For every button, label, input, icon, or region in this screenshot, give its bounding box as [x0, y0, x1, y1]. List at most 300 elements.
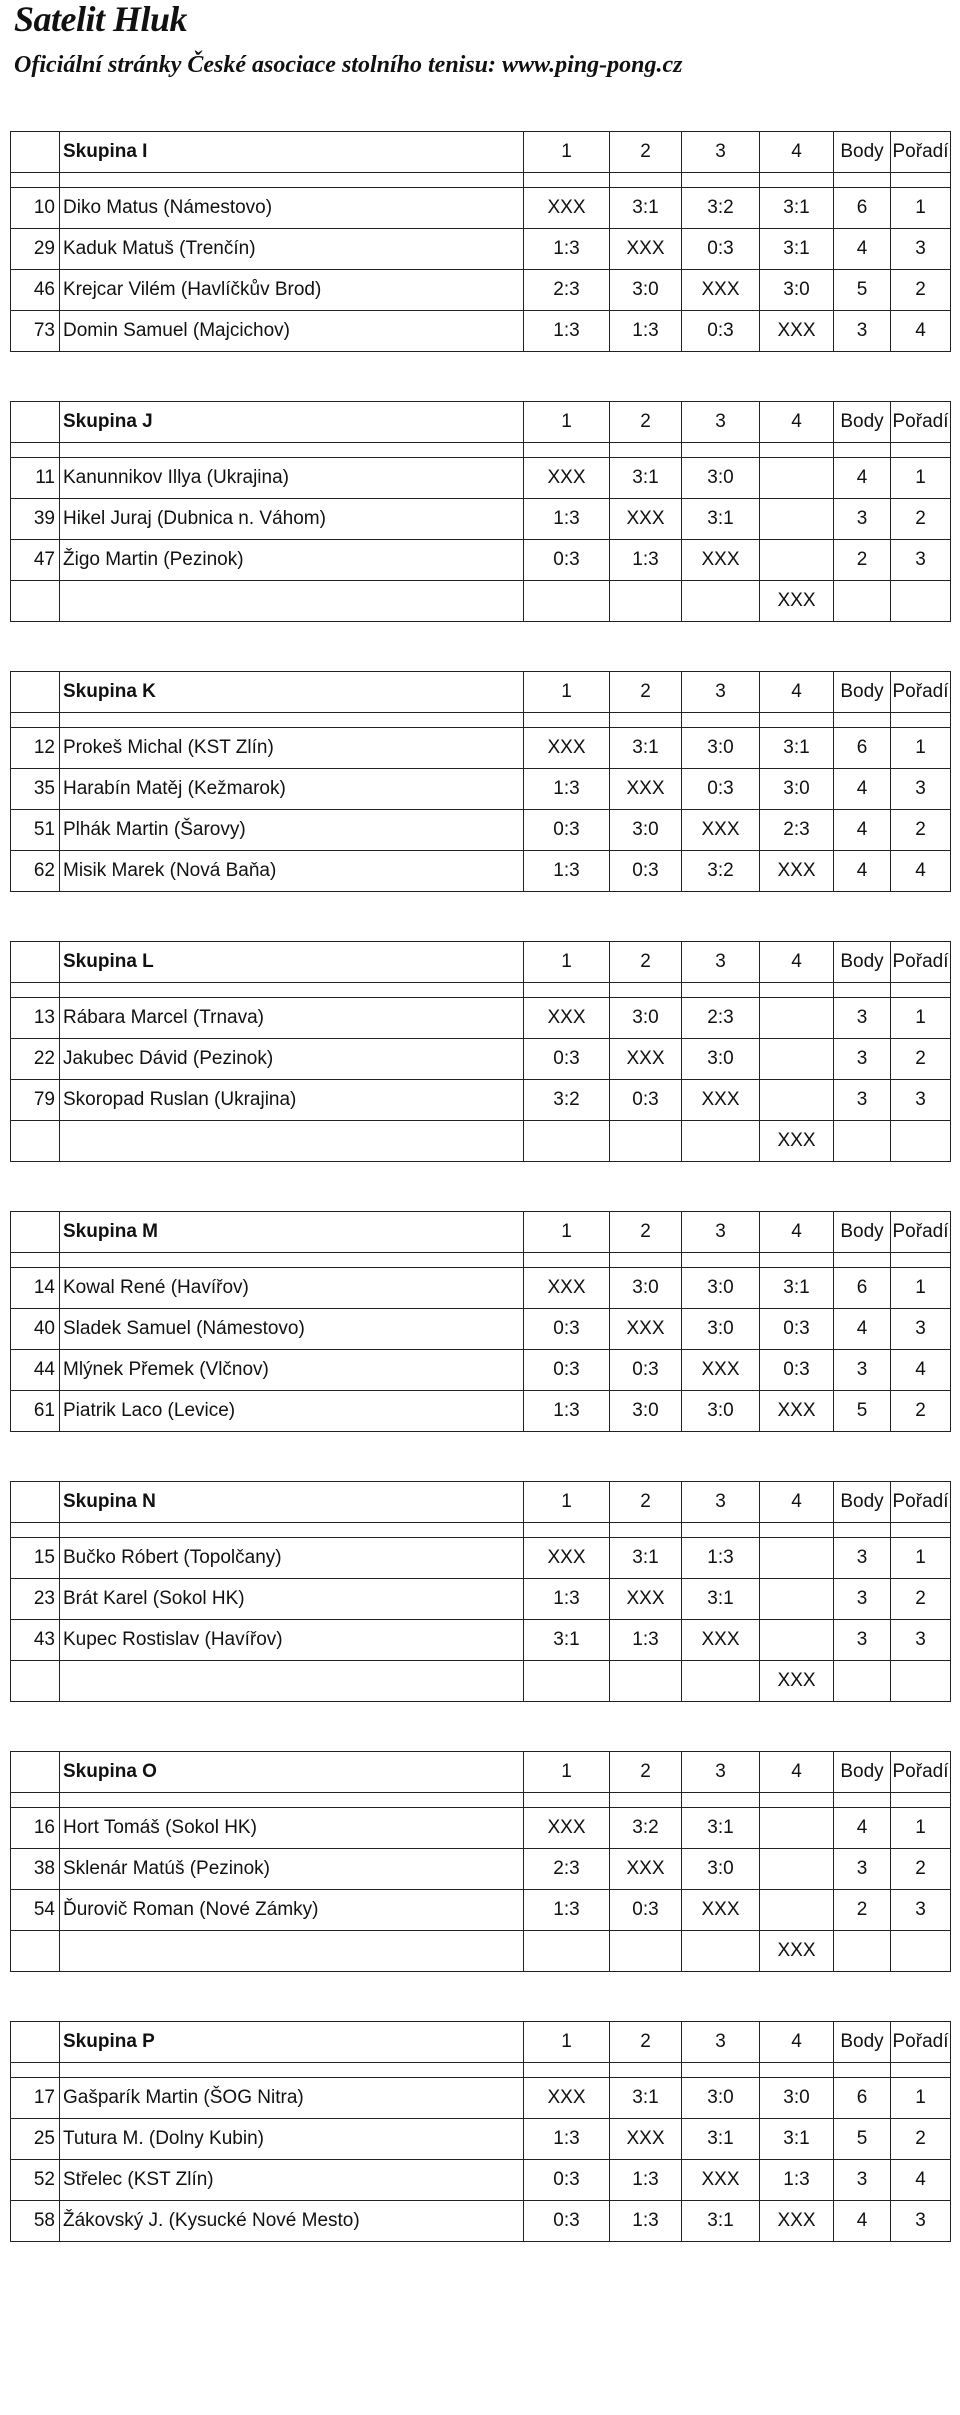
header-empty-cell [11, 672, 60, 713]
result-cell: XXX [760, 2201, 834, 2242]
player-name: Piatrik Laco (Levice) [60, 1391, 524, 1432]
player-name: Kaduk Matuš (Trenčín) [60, 229, 524, 270]
column-header: Body [834, 402, 891, 443]
header-empty-cell [11, 1482, 60, 1523]
result-cell: XXX [682, 1350, 760, 1391]
result-cell: XXX [760, 1931, 834, 1972]
result-cell: XXX [682, 1890, 760, 1931]
column-header: 2 [610, 402, 682, 443]
result-cell: 0:3 [524, 1039, 610, 1080]
player-name: Domin Samuel (Majcichov) [60, 311, 524, 352]
spacer-cell [60, 713, 524, 728]
spacer-cell [891, 713, 951, 728]
result-cell: XXX [524, 1808, 610, 1849]
result-cell [760, 998, 834, 1039]
header-empty-cell [11, 942, 60, 983]
seed-number: 61 [11, 1391, 60, 1432]
result-cell: 3:0 [682, 1849, 760, 1890]
rank-cell: 3 [891, 1309, 951, 1350]
rank-cell [891, 1661, 951, 1702]
seed-number: 16 [11, 1808, 60, 1849]
points-cell: 3 [834, 998, 891, 1039]
rank-cell: 1 [891, 728, 951, 769]
result-cell: 3:1 [524, 1620, 610, 1661]
result-cell: 3:1 [682, 499, 760, 540]
spacer-cell [834, 443, 891, 458]
spacer-cell [610, 443, 682, 458]
spacer-row [11, 1793, 951, 1808]
column-header: Body [834, 942, 891, 983]
group-name: Skupina O [60, 1752, 524, 1793]
result-cell: 0:3 [682, 311, 760, 352]
table-row [11, 581, 951, 622]
result-cell: 1:3 [610, 2201, 682, 2242]
rank-cell: 1 [891, 1808, 951, 1849]
rank-cell: 2 [891, 270, 951, 311]
result-cell: XXX [760, 311, 834, 352]
result-cell: 0:3 [524, 1350, 610, 1391]
group-header-row [11, 1482, 951, 1523]
spacer-cell [760, 173, 834, 188]
spacer-cell [610, 1523, 682, 1538]
result-cell: 3:1 [610, 2078, 682, 2119]
header-empty-cell [11, 132, 60, 173]
result-cell: 3:1 [682, 2119, 760, 2160]
result-cell: 3:2 [682, 188, 760, 229]
rank-cell: 3 [891, 769, 951, 810]
rank-cell: 3 [891, 1890, 951, 1931]
spacer-cell [524, 1253, 610, 1268]
column-header: Body [834, 1752, 891, 1793]
group-header-row [11, 402, 951, 443]
rank-cell: 1 [891, 1538, 951, 1579]
column-header: 4 [760, 2022, 834, 2063]
player-name: Sladek Samuel (Námestovo) [60, 1309, 524, 1350]
spacer-cell [834, 1253, 891, 1268]
spacer-cell [610, 713, 682, 728]
column-header: Pořadí [891, 402, 951, 443]
result-cell: 0:3 [682, 229, 760, 270]
rank-cell: 1 [891, 188, 951, 229]
header-empty-cell [11, 402, 60, 443]
player-name: Skoropad Ruslan (Ukrajina) [60, 1080, 524, 1121]
spacer-cell [760, 983, 834, 998]
group-table [10, 131, 951, 352]
player-name: Harabín Matěj (Kežmarok) [60, 769, 524, 810]
points-cell: 4 [834, 810, 891, 851]
group-table [10, 401, 951, 622]
result-cell: 3:0 [760, 270, 834, 311]
column-header: Pořadí [891, 942, 951, 983]
result-cell: 3:1 [682, 2201, 760, 2242]
seed-number: 17 [11, 2078, 60, 2119]
column-header: Body [834, 1212, 891, 1253]
seed-number [11, 1931, 60, 1972]
result-cell [524, 1931, 610, 1972]
table-row [11, 1391, 951, 1432]
result-cell [760, 1849, 834, 1890]
spacer-cell [760, 1523, 834, 1538]
points-cell: 4 [834, 851, 891, 892]
player-name: Střelec (KST Zlín) [60, 2160, 524, 2201]
table-row [11, 1350, 951, 1391]
points-cell [834, 1121, 891, 1162]
seed-number: 43 [11, 1620, 60, 1661]
player-name: Jakubec Dávid (Pezinok) [60, 1039, 524, 1080]
result-cell: XXX [682, 2160, 760, 2201]
spacer-cell [682, 443, 760, 458]
spacer-row [11, 713, 951, 728]
result-cell: 1:3 [610, 2160, 682, 2201]
spacer-cell [891, 2063, 951, 2078]
rank-cell: 3 [891, 2201, 951, 2242]
player-name: Diko Matus (Námestovo) [60, 188, 524, 229]
result-cell: 1:3 [524, 311, 610, 352]
column-header: 3 [682, 1752, 760, 1793]
result-cell: 0:3 [524, 1309, 610, 1350]
group-name: Skupina L [60, 942, 524, 983]
header-empty-cell [11, 2022, 60, 2063]
column-header: 4 [760, 1752, 834, 1793]
spacer-cell [891, 1793, 951, 1808]
group-name: Skupina J [60, 402, 524, 443]
result-cell [760, 1080, 834, 1121]
column-header: 2 [610, 1212, 682, 1253]
column-header: 2 [610, 942, 682, 983]
result-cell: 1:3 [682, 1538, 760, 1579]
result-cell: 0:3 [610, 1350, 682, 1391]
table-row [11, 1849, 951, 1890]
table-row [11, 311, 951, 352]
rank-cell: 1 [891, 458, 951, 499]
spacer-cell [760, 1253, 834, 1268]
table-row [11, 1039, 951, 1080]
result-cell: 3:1 [682, 1579, 760, 1620]
spacer-cell [60, 1253, 524, 1268]
player-name [60, 1121, 524, 1162]
player-name: Kanunnikov Illya (Ukrajina) [60, 458, 524, 499]
result-cell: XXX [682, 540, 760, 581]
spacer-cell [682, 983, 760, 998]
seed-number: 46 [11, 270, 60, 311]
column-header: 1 [524, 942, 610, 983]
table-row [11, 229, 951, 270]
seed-number: 73 [11, 311, 60, 352]
result-cell: 2:3 [760, 810, 834, 851]
column-header: 1 [524, 132, 610, 173]
seed-number: 29 [11, 229, 60, 270]
player-name: Žákovský J. (Kysucké Nové Mesto) [60, 2201, 524, 2242]
result-cell: 3:1 [760, 188, 834, 229]
page-subtitle: Oficiální stránky České asociace stolního tenisu: www.ping-pong.cz [14, 52, 683, 78]
column-header: 3 [682, 2022, 760, 2063]
result-cell: XXX [524, 2078, 610, 2119]
column-header: 1 [524, 672, 610, 713]
result-cell: 0:3 [610, 1890, 682, 1931]
result-cell: 1:3 [524, 229, 610, 270]
seed-number: 58 [11, 2201, 60, 2242]
spacer-cell [760, 2063, 834, 2078]
group-header-row [11, 1212, 951, 1253]
column-header: 2 [610, 132, 682, 173]
points-cell [834, 581, 891, 622]
column-header: 3 [682, 132, 760, 173]
group-table [10, 671, 951, 892]
points-cell: 6 [834, 2078, 891, 2119]
column-header: 3 [682, 402, 760, 443]
result-cell: 2:3 [524, 1849, 610, 1890]
group-table [10, 941, 951, 1162]
seed-number: 14 [11, 1268, 60, 1309]
result-cell: XXX [524, 1268, 610, 1309]
result-cell: 2:3 [524, 270, 610, 311]
spacer-row [11, 2063, 951, 2078]
spacer-cell [834, 2063, 891, 2078]
seed-number [11, 581, 60, 622]
spacer-cell [11, 983, 60, 998]
spacer-row [11, 1523, 951, 1538]
table-row [11, 1890, 951, 1931]
table-row [11, 2078, 951, 2119]
result-cell: 3:1 [760, 728, 834, 769]
spacer-cell [891, 173, 951, 188]
seed-number: 35 [11, 769, 60, 810]
points-cell: 3 [834, 1579, 891, 1620]
result-cell [760, 499, 834, 540]
group-table [10, 1751, 951, 1972]
result-cell [610, 1121, 682, 1162]
spacer-cell [834, 173, 891, 188]
result-cell: 1:3 [524, 1579, 610, 1620]
column-header: Body [834, 132, 891, 173]
spacer-cell [682, 1523, 760, 1538]
points-cell: 3 [834, 2160, 891, 2201]
column-header: Pořadí [891, 1212, 951, 1253]
player-name: Mlýnek Přemek (Vlčnov) [60, 1350, 524, 1391]
result-cell [682, 1661, 760, 1702]
result-cell [682, 1121, 760, 1162]
rank-cell: 2 [891, 1039, 951, 1080]
spacer-cell [834, 983, 891, 998]
column-header: 2 [610, 672, 682, 713]
result-cell: XXX [760, 1121, 834, 1162]
seed-number: 44 [11, 1350, 60, 1391]
column-header: 1 [524, 1212, 610, 1253]
result-cell: 0:3 [610, 1080, 682, 1121]
table-row [11, 1121, 951, 1162]
spacer-cell [524, 173, 610, 188]
result-cell: XXX [610, 1579, 682, 1620]
rank-cell: 1 [891, 1268, 951, 1309]
result-cell: 1:3 [524, 499, 610, 540]
points-cell: 3 [834, 1080, 891, 1121]
result-cell [760, 1039, 834, 1080]
spacer-cell [760, 443, 834, 458]
column-header: 1 [524, 1482, 610, 1523]
seed-number: 40 [11, 1309, 60, 1350]
column-header: Pořadí [891, 1482, 951, 1523]
spacer-row [11, 1253, 951, 1268]
result-cell [610, 1931, 682, 1972]
spacer-cell [682, 173, 760, 188]
spacer-cell [760, 1793, 834, 1808]
spacer-cell [524, 983, 610, 998]
table-row [11, 728, 951, 769]
result-cell: 3:0 [682, 1309, 760, 1350]
points-cell: 3 [834, 1620, 891, 1661]
result-cell: 3:2 [610, 1808, 682, 1849]
result-cell [760, 1538, 834, 1579]
result-cell: 3:1 [760, 229, 834, 270]
rank-cell: 2 [891, 810, 951, 851]
rank-cell: 2 [891, 1849, 951, 1890]
spacer-cell [11, 1793, 60, 1808]
points-cell: 5 [834, 2119, 891, 2160]
spacer-cell [610, 1253, 682, 1268]
result-cell [524, 581, 610, 622]
result-cell [760, 1808, 834, 1849]
spacer-cell [682, 1253, 760, 1268]
player-name: Hikel Juraj (Dubnica n. Váhom) [60, 499, 524, 540]
spacer-cell [60, 1793, 524, 1808]
points-cell: 6 [834, 728, 891, 769]
table-row [11, 458, 951, 499]
seed-number: 12 [11, 728, 60, 769]
rank-cell: 2 [891, 2119, 951, 2160]
table-row [11, 1579, 951, 1620]
result-cell: 3:1 [610, 188, 682, 229]
table-row [11, 1931, 951, 1972]
group-header-row [11, 1752, 951, 1793]
spacer-cell [524, 443, 610, 458]
player-name: Bučko Róbert (Topolčany) [60, 1538, 524, 1579]
result-cell: 3:0 [682, 2078, 760, 2119]
result-cell: 3:0 [610, 270, 682, 311]
points-cell: 4 [834, 2201, 891, 2242]
result-cell [524, 1661, 610, 1702]
column-header: Pořadí [891, 672, 951, 713]
result-cell [760, 1890, 834, 1931]
spacer-row [11, 443, 951, 458]
points-cell: 3 [834, 1849, 891, 1890]
column-header: 3 [682, 672, 760, 713]
result-cell [610, 581, 682, 622]
result-cell: XXX [682, 270, 760, 311]
seed-number: 62 [11, 851, 60, 892]
table-row [11, 2160, 951, 2201]
group-header-row [11, 942, 951, 983]
column-header: Body [834, 672, 891, 713]
spacer-cell [524, 2063, 610, 2078]
result-cell: XXX [524, 728, 610, 769]
spacer-cell [834, 1523, 891, 1538]
result-cell [610, 1661, 682, 1702]
spacer-cell [682, 2063, 760, 2078]
player-name: Sklenár Matúš (Pezinok) [60, 1849, 524, 1890]
result-cell: 3:1 [682, 1808, 760, 1849]
points-cell: 6 [834, 1268, 891, 1309]
result-cell: 3:1 [610, 728, 682, 769]
seed-number: 25 [11, 2119, 60, 2160]
result-cell: 1:3 [610, 1620, 682, 1661]
column-header: Pořadí [891, 132, 951, 173]
table-row [11, 188, 951, 229]
table-row [11, 1620, 951, 1661]
group-table [10, 1211, 951, 1432]
player-name: Brát Karel (Sokol HK) [60, 1579, 524, 1620]
rank-cell: 2 [891, 1391, 951, 1432]
spacer-cell [524, 1523, 610, 1538]
points-cell [834, 1931, 891, 1972]
result-cell: 1:3 [524, 1391, 610, 1432]
column-header: 2 [610, 1482, 682, 1523]
spacer-row [11, 983, 951, 998]
result-cell [760, 1579, 834, 1620]
column-header: 4 [760, 1482, 834, 1523]
spacer-cell [60, 443, 524, 458]
column-header: 4 [760, 1212, 834, 1253]
spacer-cell [610, 1793, 682, 1808]
table-row [11, 499, 951, 540]
column-header: 3 [682, 942, 760, 983]
result-cell: XXX [610, 1039, 682, 1080]
column-header: 4 [760, 132, 834, 173]
spacer-cell [891, 983, 951, 998]
seed-number: 79 [11, 1080, 60, 1121]
spacer-cell [834, 713, 891, 728]
column-header: 2 [610, 2022, 682, 2063]
player-name [60, 1661, 524, 1702]
points-cell: 3 [834, 311, 891, 352]
points-cell: 4 [834, 769, 891, 810]
result-cell: XXX [524, 998, 610, 1039]
header-empty-cell [11, 1752, 60, 1793]
points-cell: 3 [834, 1350, 891, 1391]
spacer-row [11, 173, 951, 188]
rank-cell: 3 [891, 229, 951, 270]
seed-number: 38 [11, 1849, 60, 1890]
column-header: 1 [524, 1752, 610, 1793]
result-cell: 3:0 [682, 458, 760, 499]
spacer-cell [524, 1793, 610, 1808]
result-cell: 0:3 [524, 540, 610, 581]
rank-cell: 4 [891, 311, 951, 352]
group-header-row [11, 132, 951, 173]
result-cell: 3:0 [682, 1039, 760, 1080]
result-cell: 0:3 [760, 1309, 834, 1350]
result-cell: XXX [610, 1849, 682, 1890]
points-cell: 5 [834, 270, 891, 311]
rank-cell: 2 [891, 499, 951, 540]
player-name: Hort Tomáš (Sokol HK) [60, 1808, 524, 1849]
points-cell: 3 [834, 499, 891, 540]
column-header: 3 [682, 1212, 760, 1253]
result-cell [682, 581, 760, 622]
result-cell: 3:0 [682, 1268, 760, 1309]
table-row [11, 2119, 951, 2160]
result-cell [760, 540, 834, 581]
group-name: Skupina M [60, 1212, 524, 1253]
group-table [10, 2021, 951, 2242]
player-name: Kupec Rostislav (Havířov) [60, 1620, 524, 1661]
result-cell: 3:0 [610, 810, 682, 851]
rank-cell [891, 581, 951, 622]
seed-number: 22 [11, 1039, 60, 1080]
spacer-cell [60, 983, 524, 998]
column-header: Pořadí [891, 1752, 951, 1793]
result-cell: XXX [524, 188, 610, 229]
table-row [11, 1538, 951, 1579]
